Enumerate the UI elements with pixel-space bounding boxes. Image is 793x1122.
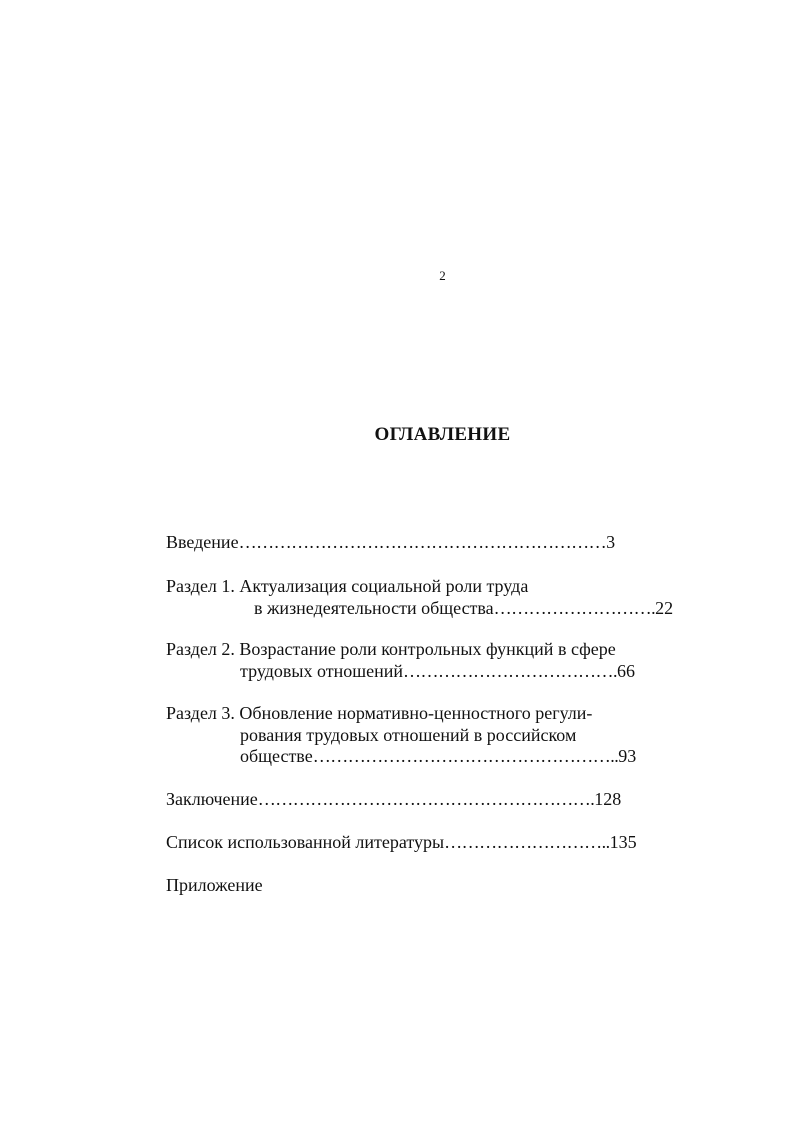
toc-entry-label: трудовых отношений bbox=[240, 661, 403, 681]
toc-page-number: 22 bbox=[655, 598, 674, 618]
toc-entry-label: в жизнедеятельности общества bbox=[254, 598, 494, 618]
toc-entry-section3-line2[interactable]: рования трудовых отношений в российском bbox=[240, 725, 577, 745]
toc-page-number: 93 bbox=[618, 746, 637, 766]
toc-entry-intro[interactable] bbox=[166, 531, 615, 553]
toc-entry-section3-line3[interactable] bbox=[240, 745, 636, 767]
toc-entry-section1-line1[interactable]: Раздел 1. Актуализация социальной роли труда bbox=[166, 576, 529, 596]
toc-entry-label: Список использованной литературы bbox=[166, 832, 445, 852]
toc-entry-section2-line2[interactable] bbox=[240, 660, 635, 682]
toc-leader-dots: …………………………………………………. bbox=[257, 789, 595, 809]
toc-entry-conclusion[interactable] bbox=[166, 788, 621, 810]
toc-leader-dots: …………………………………………….. bbox=[312, 746, 619, 766]
toc-entry-section1-line2[interactable] bbox=[254, 597, 673, 619]
toc-leader-dots: ……………………….. bbox=[444, 832, 610, 852]
toc-leader-dots: ………………………………. bbox=[402, 661, 617, 681]
toc-entry-section3-line1[interactable]: Раздел 3. Обновление нормативно-ценностного регули- bbox=[166, 703, 593, 723]
toc-page-number: 66 bbox=[616, 661, 635, 681]
toc-entry-label: обществе bbox=[240, 746, 313, 766]
toc-entry-appendix[interactable] bbox=[166, 874, 263, 896]
toc-page-number: 135 bbox=[609, 832, 637, 852]
toc-entry-label: Приложение bbox=[166, 875, 263, 895]
toc-leader-dots: ………………………. bbox=[493, 598, 656, 618]
toc-entry-label: Заключение bbox=[166, 789, 258, 809]
page-title: ОГЛАВЛЕНИЕ bbox=[374, 424, 511, 445]
toc-entry-references[interactable] bbox=[166, 831, 637, 853]
page-number: 2 bbox=[439, 268, 446, 283]
toc-page-number: 128 bbox=[594, 789, 622, 809]
toc-entry-label: Введение bbox=[166, 532, 239, 552]
toc-page-number: 3 bbox=[606, 532, 616, 552]
toc-leader-dots: ……………………………………………………… bbox=[238, 532, 607, 552]
toc-entry-section2-line1[interactable]: Раздел 2. Возрастание роли контрольных функций в сфере bbox=[166, 639, 616, 659]
